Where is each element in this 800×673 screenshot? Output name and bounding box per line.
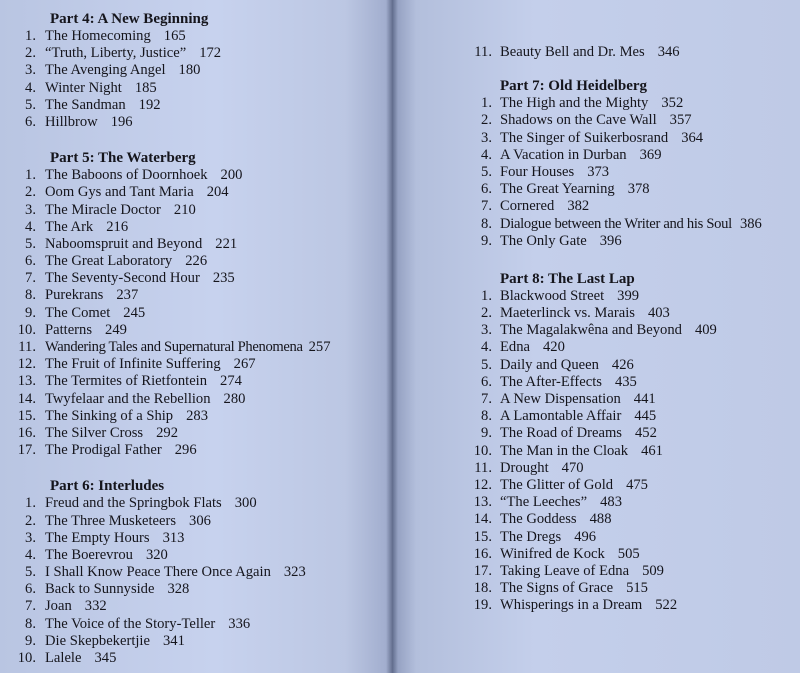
chapter-title: The Miracle Doctor bbox=[45, 201, 161, 218]
toc-entry bbox=[472, 339, 798, 356]
page-number: 378 bbox=[627, 181, 650, 198]
chapter-number: 14. bbox=[17, 390, 36, 407]
chapter-number: 8. bbox=[25, 287, 36, 304]
page-number: 496 bbox=[574, 528, 597, 545]
page-number: 386 bbox=[739, 215, 762, 232]
page-number: 165 bbox=[163, 28, 186, 44]
toc-entry bbox=[472, 305, 798, 322]
chapter-title: The After-Effects bbox=[500, 373, 602, 390]
page-number: 320 bbox=[145, 546, 168, 563]
page-number: 373 bbox=[587, 163, 610, 180]
chapter-number: 7. bbox=[481, 391, 492, 407]
page-number: 396 bbox=[599, 232, 622, 249]
chapter-title: Naboomspruit and Beyond bbox=[45, 235, 203, 252]
chapter-number: 17. bbox=[473, 562, 492, 579]
toc-entry bbox=[472, 44, 798, 61]
chapter-number: 2. bbox=[25, 512, 36, 529]
chapter-title: The Goddess bbox=[500, 511, 577, 528]
page-number: 196 bbox=[110, 113, 133, 130]
chapter-title: The Man in the Cloak bbox=[500, 442, 629, 459]
page-number: 237 bbox=[116, 287, 139, 304]
chapter-title: The Road of Dreams bbox=[500, 425, 622, 442]
page-number: 235 bbox=[212, 270, 235, 287]
chapter-number: 1. bbox=[25, 167, 36, 184]
toc-entry bbox=[6, 97, 390, 114]
part-heading: Part 8: The Last Lap bbox=[500, 270, 635, 287]
toc-entry bbox=[472, 233, 798, 250]
part-heading: Part 7: Old Heidelberg bbox=[500, 78, 648, 95]
toc-entry bbox=[6, 598, 390, 615]
chapter-number: 17. bbox=[17, 442, 36, 459]
chapter-number: 15. bbox=[17, 407, 36, 424]
page-number: 180 bbox=[178, 62, 201, 79]
chapter-title: Hillbrow bbox=[45, 113, 98, 130]
chapter-number: 1. bbox=[25, 28, 36, 44]
chapter-number: 6. bbox=[25, 253, 36, 270]
chapter-title: The Termites of Rietfontein bbox=[45, 373, 208, 390]
page-number: 296 bbox=[174, 442, 197, 459]
toc-entry bbox=[472, 425, 798, 442]
chapter-number: 9. bbox=[25, 304, 36, 321]
chapter-number: 11. bbox=[474, 44, 492, 60]
chapter-number: 4. bbox=[25, 79, 36, 96]
chapter-title: “The Leeches” bbox=[500, 494, 588, 511]
toc-entry bbox=[472, 216, 798, 233]
chapter-number: 15. bbox=[473, 528, 492, 545]
toc-entry bbox=[6, 425, 390, 442]
chapter-number: 2. bbox=[481, 112, 492, 129]
page-number: 313 bbox=[162, 529, 185, 546]
chapter-title: The Dregs bbox=[500, 528, 562, 545]
chapter-title: A Vacation in Durban bbox=[500, 146, 627, 163]
chapter-title: The Magalakwêna and Beyond bbox=[500, 322, 682, 339]
chapter-title: Four Houses bbox=[500, 163, 575, 180]
page-number: 306 bbox=[189, 512, 211, 529]
toc-entry bbox=[472, 164, 798, 181]
page-number: 509 bbox=[642, 562, 664, 579]
page-number: 399 bbox=[617, 287, 640, 304]
chapter-title: Blackwood Street bbox=[500, 287, 605, 304]
toc-entry bbox=[472, 357, 798, 374]
page-number: 283 bbox=[186, 407, 208, 424]
page-number: 249 bbox=[105, 321, 127, 338]
toc-entry bbox=[472, 374, 798, 391]
chapter-number: 7. bbox=[481, 198, 492, 215]
chapter-title: Edna bbox=[500, 339, 530, 356]
page-number: 210 bbox=[173, 201, 196, 218]
chapter-title: The Prodigal Father bbox=[45, 442, 162, 459]
chapter-number: 16. bbox=[17, 424, 36, 441]
toc-entry bbox=[472, 477, 798, 494]
page-number: 172 bbox=[199, 45, 222, 62]
chapter-number: 12. bbox=[473, 476, 492, 493]
toc-entry bbox=[472, 322, 798, 339]
chapter-number: 2. bbox=[25, 45, 36, 62]
chapter-title: “Truth, Liberty, Justice” bbox=[45, 45, 187, 62]
page-number: 192 bbox=[138, 96, 161, 113]
part-heading: Part 6: Interludes bbox=[50, 478, 165, 495]
page-number: 300 bbox=[234, 495, 257, 512]
chapter-title: The Only Gate bbox=[500, 232, 587, 249]
page-number: 515 bbox=[626, 580, 648, 597]
chapter-number: 7. bbox=[25, 270, 36, 287]
toc-entry bbox=[6, 184, 390, 201]
chapter-title: The Boerevrou bbox=[45, 546, 133, 563]
chapter-title: Twyfelaar and the Rebellion bbox=[45, 390, 211, 407]
chapter-number: 5. bbox=[481, 356, 492, 373]
page-number: 452 bbox=[634, 425, 657, 442]
chapter-title: The Homecoming bbox=[45, 28, 151, 44]
part-spacer bbox=[6, 131, 390, 149]
chapter-number: 1. bbox=[481, 95, 492, 112]
toc-entry bbox=[472, 130, 798, 147]
page-number: 505 bbox=[617, 545, 640, 562]
page-number: 257 bbox=[308, 339, 331, 355]
chapter-number: 5. bbox=[25, 235, 36, 252]
page-number: 200 bbox=[220, 167, 243, 184]
chapter-title: The Glitter of Gold bbox=[500, 476, 614, 493]
chapter-title: The Singer of Suikerbosrand bbox=[500, 129, 669, 146]
chapter-number: 5. bbox=[25, 96, 36, 113]
page-number: 280 bbox=[223, 390, 246, 407]
toc-entry bbox=[6, 495, 390, 512]
chapter-title: A New Dispensation bbox=[500, 391, 621, 407]
toc-entry bbox=[472, 494, 798, 511]
toc-entry bbox=[6, 356, 390, 373]
toc-entry bbox=[6, 650, 390, 667]
toc-entry bbox=[6, 391, 390, 408]
toc-entry bbox=[472, 147, 798, 164]
chapter-list bbox=[472, 95, 798, 250]
page-number: 461 bbox=[641, 442, 663, 459]
chapter-title: Taking Leave of Edna bbox=[500, 562, 630, 579]
chapter-number: 8. bbox=[481, 408, 492, 425]
chapter-title: The Silver Cross bbox=[45, 424, 144, 441]
part-spacer bbox=[6, 459, 390, 477]
chapter-number: 10. bbox=[17, 650, 36, 666]
page-number: 341 bbox=[162, 632, 185, 649]
chapter-title: Oom Gys and Tant Maria bbox=[45, 184, 194, 201]
page-number: 475 bbox=[626, 476, 648, 493]
chapter-number: 11. bbox=[18, 339, 36, 355]
page-number: 441 bbox=[633, 391, 656, 407]
toc-entry bbox=[6, 287, 390, 304]
chapter-title: Cornered bbox=[500, 198, 555, 215]
chapter-number: 3. bbox=[25, 529, 36, 546]
chapter-title: The Avenging Angel bbox=[45, 62, 166, 79]
toc-entry bbox=[472, 546, 798, 563]
chapter-title: The Ark bbox=[45, 218, 94, 235]
chapter-title: The Sandman bbox=[45, 96, 126, 113]
part-spacer bbox=[472, 250, 798, 270]
toc-entry bbox=[472, 408, 798, 425]
chapter-title: The Baboons of Doornhoek bbox=[45, 167, 208, 184]
chapter-number: 5. bbox=[25, 564, 36, 581]
chapter-number: 9. bbox=[481, 232, 492, 249]
page-number: 328 bbox=[167, 581, 190, 598]
toc-entry bbox=[472, 95, 798, 112]
toc-entry bbox=[6, 633, 390, 650]
toc-entry bbox=[472, 580, 798, 597]
chapter-number: 10. bbox=[17, 321, 36, 338]
toc-entry bbox=[6, 564, 390, 581]
chapter-number: 6. bbox=[25, 113, 36, 130]
chapter-number: 6. bbox=[481, 373, 492, 390]
chapter-number: 7. bbox=[25, 598, 36, 615]
page-number: 352 bbox=[661, 95, 684, 112]
chapter-title: A Lamontable Affair bbox=[500, 408, 622, 425]
chapter-number: 19. bbox=[473, 597, 492, 614]
chapter-title: Maeterlinck vs. Marais bbox=[500, 305, 635, 322]
right-toc-column bbox=[472, 44, 798, 614]
page-number: 364 bbox=[681, 129, 704, 146]
chapter-title: The Comet bbox=[45, 304, 111, 321]
chapter-title: Beauty Bell and Dr. Mes bbox=[500, 44, 645, 60]
toc-entry bbox=[6, 114, 390, 131]
chapter-title: Die Skepbekertjie bbox=[45, 632, 150, 649]
page-number: 226 bbox=[185, 253, 208, 270]
page-number: 332 bbox=[84, 598, 107, 615]
chapter-number: 5. bbox=[481, 163, 492, 180]
chapter-number: 1. bbox=[481, 287, 492, 304]
chapter-title: Purekrans bbox=[45, 287, 104, 304]
page-number: 409 bbox=[694, 322, 717, 339]
page-number: 245 bbox=[123, 304, 146, 321]
toc-entry bbox=[6, 373, 390, 390]
chapter-title: The High and the Mighty bbox=[500, 95, 649, 112]
chapter-number: 3. bbox=[25, 62, 36, 79]
page-number: 420 bbox=[543, 339, 565, 356]
chapter-title: Lalele bbox=[45, 650, 82, 666]
page-number: 185 bbox=[134, 79, 157, 96]
toc-entry bbox=[472, 198, 798, 215]
toc-entry bbox=[472, 511, 798, 528]
chapter-title: The Great Laboratory bbox=[45, 253, 173, 270]
chapter-number: 3. bbox=[481, 129, 492, 146]
toc-entry bbox=[472, 563, 798, 580]
chapter-number: 4. bbox=[25, 546, 36, 563]
chapter-title: The Great Yearning bbox=[500, 181, 615, 198]
toc-entry bbox=[6, 305, 390, 322]
toc-entry bbox=[6, 322, 390, 339]
toc-entry bbox=[6, 219, 390, 236]
page-number: 221 bbox=[215, 235, 238, 252]
chapter-number: 2. bbox=[25, 184, 36, 201]
toc-entry bbox=[6, 167, 390, 184]
chapter-number: 8. bbox=[25, 615, 36, 632]
chapter-title: The Empty Hours bbox=[45, 529, 150, 546]
chapter-title: Wandering Tales and Supernatural Phenomena bbox=[45, 339, 303, 355]
chapter-title: Joan bbox=[45, 598, 72, 615]
chapter-title: Winifred de Kock bbox=[500, 545, 605, 562]
chapter-number: 9. bbox=[25, 632, 36, 649]
page-number: 483 bbox=[600, 494, 622, 511]
toc-entry bbox=[6, 62, 390, 79]
chapter-number: 13. bbox=[17, 373, 36, 390]
chapter-title: The Voice of the Story-Teller bbox=[45, 615, 216, 632]
chapter-title: Drought bbox=[500, 459, 549, 476]
chapter-number: 9. bbox=[481, 425, 492, 442]
toc-entry bbox=[472, 529, 798, 546]
chapter-title: Daily and Queen bbox=[500, 356, 599, 373]
chapter-title: The Sinking of a Ship bbox=[45, 407, 174, 424]
toc-entry bbox=[6, 236, 390, 253]
toc-entry bbox=[472, 288, 798, 305]
toc-entry bbox=[6, 202, 390, 219]
page-number: 292 bbox=[156, 424, 178, 441]
chapter-title: The Fruit of Infinite Suffering bbox=[45, 356, 221, 373]
page-number: 336 bbox=[228, 615, 251, 632]
chapter-number: 2. bbox=[481, 305, 492, 322]
toc-entry bbox=[6, 408, 390, 425]
page-number: 369 bbox=[639, 146, 662, 163]
chapter-number: 3. bbox=[481, 322, 492, 339]
chapter-number: 10. bbox=[473, 442, 492, 459]
left-toc-column bbox=[6, 10, 390, 667]
chapter-list bbox=[472, 288, 798, 615]
toc-entry bbox=[472, 460, 798, 477]
toc-entry bbox=[472, 181, 798, 198]
toc-entry bbox=[6, 45, 390, 62]
page-number: 435 bbox=[614, 373, 637, 390]
page-number: 403 bbox=[647, 305, 670, 322]
chapter-title: I Shall Know Peace There Once Again bbox=[45, 564, 271, 581]
chapter-title: The Seventy-Second Hour bbox=[45, 270, 200, 287]
chapter-list bbox=[6, 28, 390, 131]
chapter-list bbox=[6, 167, 390, 459]
chapter-title: The Signs of Grace bbox=[500, 580, 614, 597]
chapter-title: Dialogue between the Writer and his Soul bbox=[500, 215, 732, 232]
chapter-list bbox=[472, 44, 798, 61]
page-number: 426 bbox=[611, 356, 634, 373]
part-heading: Part 4: A New Beginning bbox=[50, 11, 209, 27]
chapter-title: Shadows on the Cave Wall bbox=[500, 112, 657, 129]
book-gutter bbox=[386, 0, 398, 673]
chapter-number: 12. bbox=[17, 356, 36, 373]
toc-entry bbox=[6, 80, 390, 97]
page-number: 267 bbox=[233, 356, 256, 373]
page-number: 274 bbox=[220, 373, 242, 390]
page-number: 357 bbox=[669, 112, 692, 129]
left-page bbox=[0, 0, 392, 673]
part-spacer bbox=[472, 61, 798, 77]
page-number: 216 bbox=[106, 218, 129, 235]
toc-entry bbox=[6, 339, 390, 356]
page-number: 445 bbox=[634, 408, 657, 425]
page-number: 488 bbox=[589, 511, 612, 528]
toc-entry bbox=[6, 530, 390, 547]
page-number: 323 bbox=[283, 564, 306, 581]
chapter-title: Whisperings in a Dream bbox=[500, 597, 643, 614]
toc-entry bbox=[6, 513, 390, 530]
chapter-title: Winter Night bbox=[45, 79, 122, 96]
chapter-title: Patterns bbox=[45, 321, 93, 338]
toc-entry bbox=[472, 443, 798, 460]
chapter-number: 16. bbox=[473, 545, 492, 562]
toc-entry bbox=[6, 581, 390, 598]
toc-entry bbox=[6, 547, 390, 564]
page-number: 204 bbox=[206, 184, 229, 201]
part-heading: Part 5: The Waterberg bbox=[50, 150, 196, 167]
page-number: 345 bbox=[94, 650, 117, 666]
toc-entry bbox=[6, 28, 390, 45]
chapter-list bbox=[6, 495, 390, 667]
page-number: 470 bbox=[561, 459, 584, 476]
toc-entry bbox=[6, 442, 390, 459]
toc-entry bbox=[472, 112, 798, 129]
chapter-number: 6. bbox=[25, 581, 36, 598]
chapter-number: 11. bbox=[474, 459, 492, 476]
chapter-title: The Three Musketeers bbox=[45, 512, 177, 529]
page-number: 522 bbox=[655, 597, 678, 614]
chapter-title: Freud and the Springbok Flats bbox=[45, 495, 222, 512]
chapter-number: 13. bbox=[473, 494, 492, 511]
toc-entry bbox=[6, 253, 390, 270]
chapter-number: 4. bbox=[481, 146, 492, 163]
page-number: 382 bbox=[567, 198, 590, 215]
chapter-number: 18. bbox=[473, 580, 492, 597]
chapter-number: 14. bbox=[473, 511, 492, 528]
toc-entry bbox=[472, 391, 798, 408]
toc-entry bbox=[472, 597, 798, 614]
toc-entry bbox=[6, 270, 390, 287]
toc-entry bbox=[6, 616, 390, 633]
chapter-number: 8. bbox=[481, 215, 492, 232]
chapter-title: Back to Sunnyside bbox=[45, 581, 155, 598]
chapter-number: 3. bbox=[25, 201, 36, 218]
chapter-number: 4. bbox=[481, 339, 492, 356]
chapter-number: 1. bbox=[25, 495, 36, 512]
chapter-number: 6. bbox=[481, 181, 492, 198]
chapter-number: 4. bbox=[25, 218, 36, 235]
page-number: 346 bbox=[657, 44, 680, 60]
